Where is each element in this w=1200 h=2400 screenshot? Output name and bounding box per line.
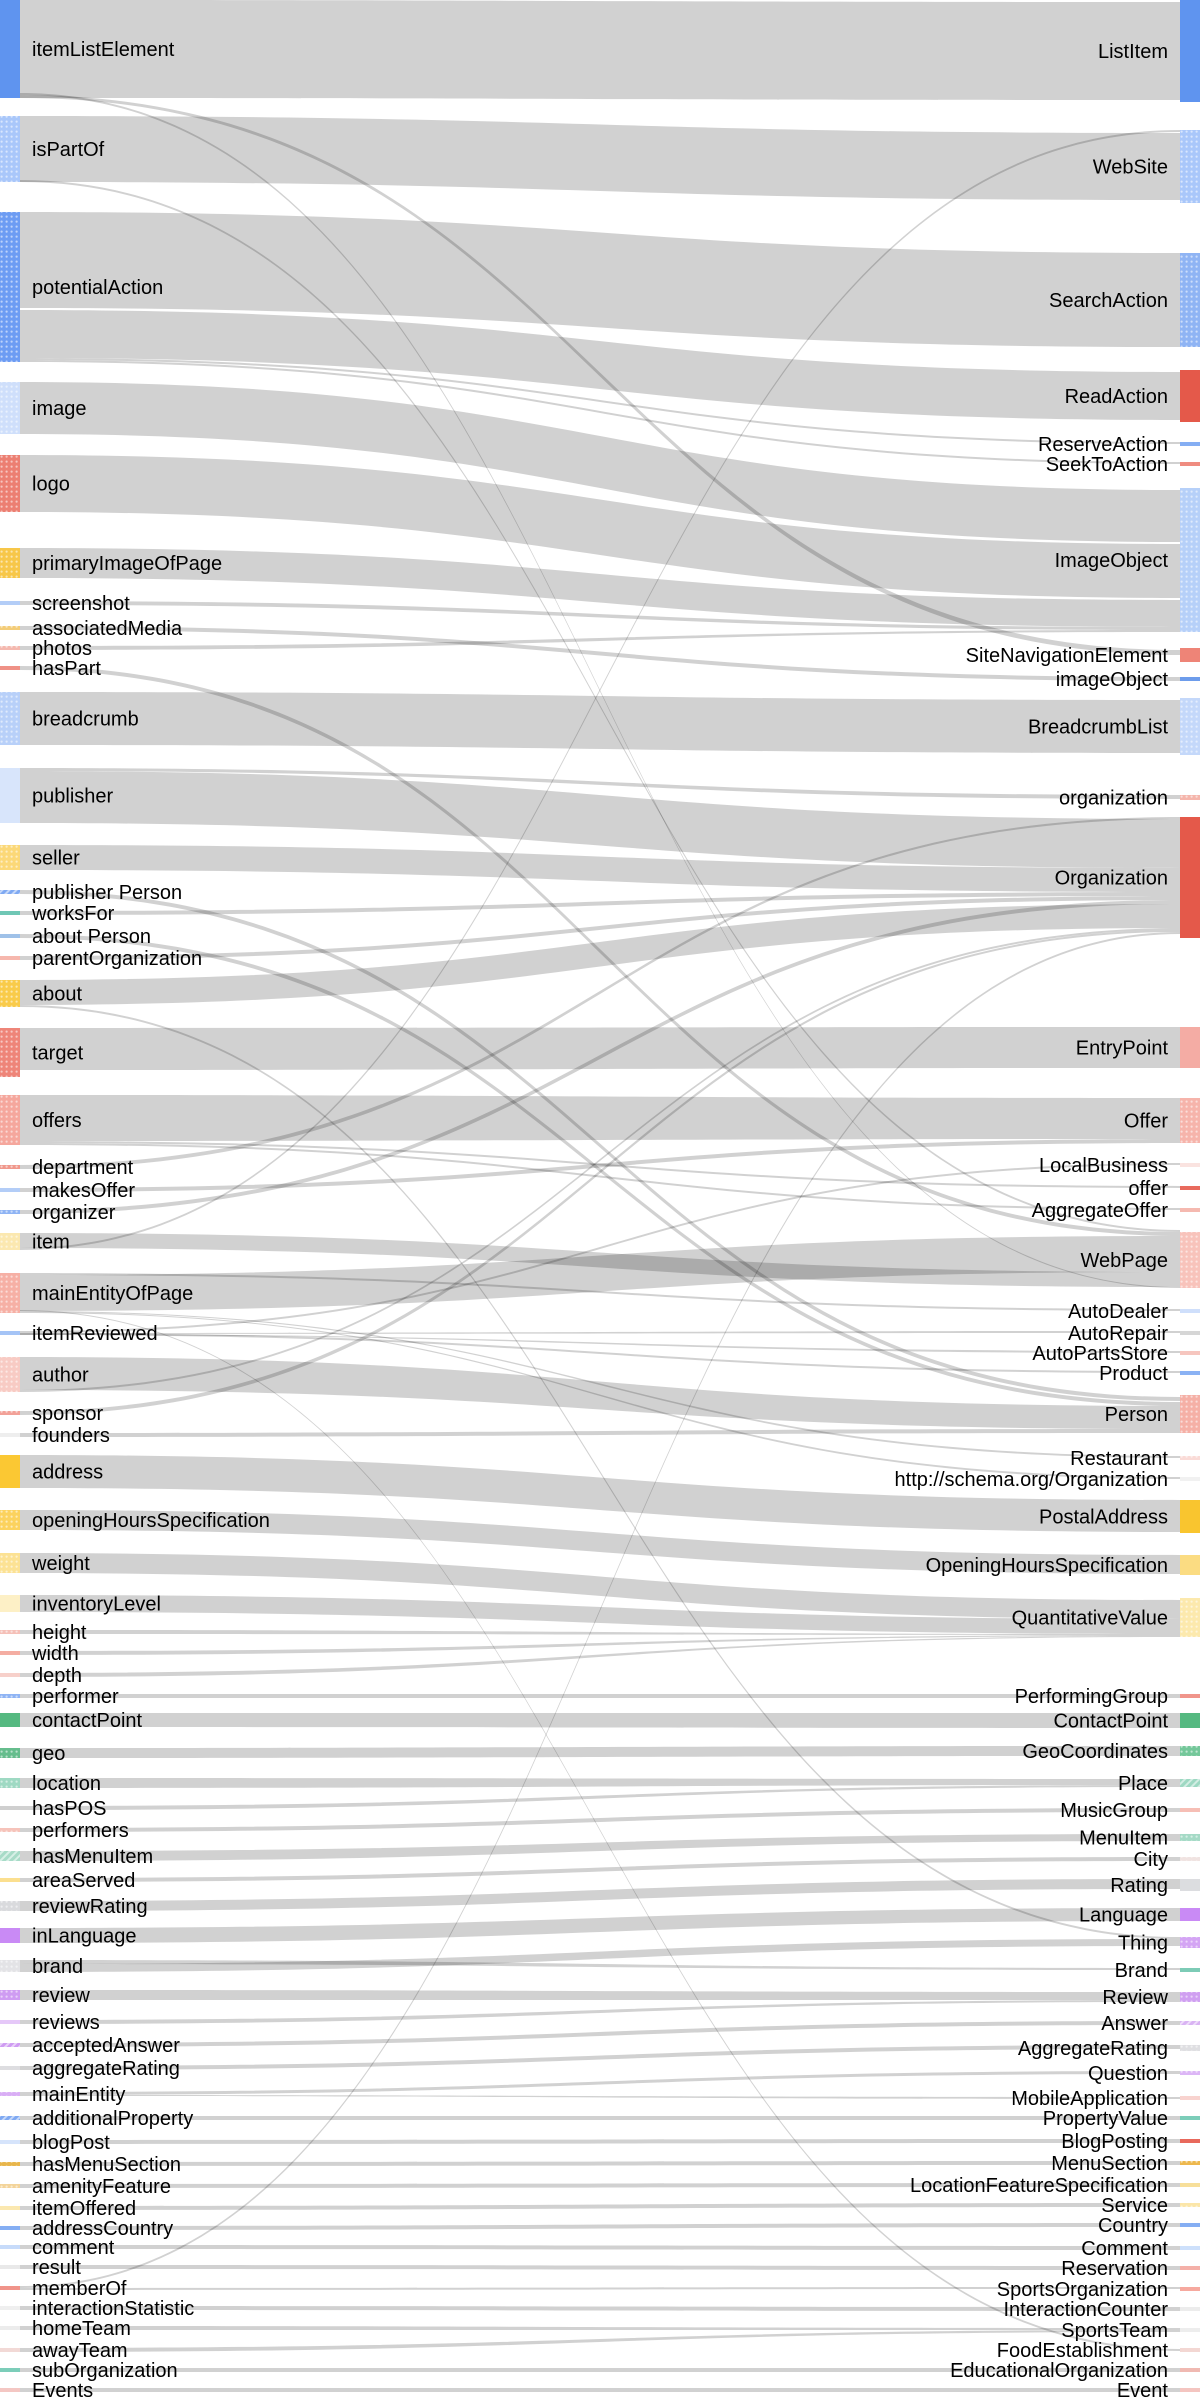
links-layer [20, 0, 1180, 2392]
link-reviews-to-Review[interactable] [20, 2000, 1180, 2024]
node-label-MenuItem: MenuItem [1079, 1827, 1168, 1850]
node-interactionStatistic[interactable] [0, 2306, 20, 2310]
node-label-WebPage: WebPage [1080, 1250, 1168, 1273]
node-label-Place: Place [1117, 1773, 1168, 1796]
node-label-brand: brand [32, 1956, 84, 1979]
node-PropertyValue[interactable] [1180, 2116, 1200, 2120]
node-pattern-geo [0, 1748, 20, 1758]
node-pattern-item [0, 1233, 20, 1250]
node-pattern-ImageObject [1180, 488, 1200, 632]
link-inLanguage-to-Language[interactable] [20, 1908, 1180, 1943]
node-label-offers: offers [32, 1110, 82, 1133]
node-label-SeekToAction: SeekToAction [1045, 454, 1168, 477]
node-label-AutoDealer: AutoDealer [1067, 1301, 1168, 1324]
link-offers-to-Offer[interactable] [20, 1095, 1180, 1141]
node-pattern-additionalProperty [0, 2116, 20, 2120]
node-label-height: height [32, 1622, 87, 1645]
node-label-primaryImageOfPage: primaryImageOfPage [32, 553, 223, 576]
node-label-SportsTeam: SportsTeam [1061, 2320, 1168, 2343]
node-label-EntryPoint: EntryPoint [1075, 1037, 1168, 1060]
node-memberOf[interactable] [0, 2286, 20, 2290]
node-Events[interactable] [0, 2388, 20, 2392]
link-additionalProperty-to-PropertyValue[interactable] [20, 2116, 1180, 2120]
node-label-Event: Event [1116, 2380, 1168, 2400]
node-label-memberOf: memberOf [32, 2278, 127, 2301]
link-sponsor-to-Organization[interactable] [20, 930, 1180, 1415]
node-MobileApplication[interactable] [1180, 2096, 1200, 2100]
node-label-Comment: Comment [1081, 2238, 1168, 2261]
node-label-interactionStatistic: interactionStatistic [32, 2298, 195, 2321]
node-pattern-acceptedAnswer [0, 2043, 20, 2047]
node-label-Offer: Offer [1123, 1110, 1168, 1133]
node-pattern-location [0, 1778, 20, 1788]
node-parentOrganization[interactable] [0, 956, 20, 960]
node-label-potentialAction: potentialAction [32, 277, 164, 300]
node-SeekToAction[interactable] [1180, 462, 1200, 466]
node-label-item: item [32, 1231, 70, 1254]
node-label-InteractionCounter: InteractionCounter [1003, 2299, 1168, 2322]
node-pattern-Offer [1180, 1098, 1200, 1143]
node-label-SiteNavigationElement: SiteNavigationElement [965, 645, 1168, 668]
node-AggregateOffer[interactable] [1180, 1208, 1200, 1212]
node-label-sponsor: sponsor [32, 1403, 104, 1426]
node-label-performer: performer [32, 1686, 119, 1709]
node-pattern-offers [0, 1095, 20, 1145]
link-blogPost-to-BlogPosting[interactable] [20, 2139, 1180, 2144]
node-label-EducationalOrganization: EducationalOrganization [950, 2360, 1168, 2383]
node-result[interactable] [0, 2265, 20, 2269]
node-Event[interactable] [1180, 2388, 1200, 2392]
node-label-itemReviewed: itemReviewed [32, 1323, 158, 1346]
node-label-blogPost: blogPost [32, 2132, 110, 2155]
node-label-ListItem: ListItem [1097, 41, 1168, 64]
node-PerformingGroup[interactable] [1180, 1694, 1200, 1698]
link-addressCountry-to-Country[interactable] [20, 2223, 1180, 2230]
link-author-to-Person[interactable] [20, 1357, 1180, 1429]
node-pattern-Person [1180, 1395, 1200, 1433]
node-label-Restaurant: Restaurant [1070, 1448, 1168, 1471]
node-pattern-MenuSection [1180, 2161, 1200, 2165]
node-label-areaServed: areaServed [32, 1870, 136, 1893]
node-label-homeTeam: homeTeam [32, 2318, 131, 2341]
node-label-FoodEstablishment: FoodEstablishment [996, 2340, 1168, 2363]
node-label-organization: organization [1059, 787, 1168, 810]
node-pattern-AggregateRating [1180, 2045, 1200, 2051]
node-label-WebSite: WebSite [1092, 156, 1168, 179]
link-aggregateRating-to-AggregateRating[interactable] [20, 2045, 1180, 2070]
node-hasPOS[interactable] [0, 1806, 20, 1810]
node-pattern-GeoCoordinates [1180, 1746, 1200, 1756]
node-pattern-primaryImageOfPage [0, 548, 20, 578]
node-pattern-performer [0, 1694, 20, 1698]
node-BlogPosting[interactable] [1180, 2139, 1200, 2143]
node-Organization[interactable] [1180, 817, 1200, 938]
node-subOrganization[interactable] [0, 2368, 20, 2372]
node-pattern-performers [0, 1828, 20, 1832]
node-label-hasPOS: hasPOS [32, 1798, 107, 1821]
node-LocationFeatureSpecification[interactable] [1180, 2183, 1200, 2187]
node-pattern-breadcrumb [0, 692, 20, 745]
node-depth[interactable] [0, 1673, 20, 1677]
node-pattern-mainEntityOfPage [0, 1273, 20, 1313]
node-label-makesOffer: makesOffer [32, 1180, 135, 1203]
node-itemReviewed[interactable] [0, 1331, 20, 1335]
node-pattern-seller [0, 845, 20, 870]
node-label-addressCountry: addressCountry [32, 2218, 174, 2241]
node-imageObject[interactable] [1180, 677, 1200, 681]
node-label-offer: offer [1128, 1178, 1168, 1201]
node-Country[interactable] [1180, 2223, 1200, 2227]
node-label-performers: performers [32, 1820, 129, 1843]
node-label-mainEntityOfPage: mainEntityOfPage [32, 1283, 194, 1306]
link-mainEntity-to-Question[interactable] [20, 2071, 1180, 2095]
node-hasPart[interactable] [0, 666, 20, 670]
node-label-seller: seller [32, 847, 80, 870]
node-label-location: location [32, 1773, 101, 1796]
node-label-Country: Country [1097, 2215, 1168, 2238]
node-pattern-Question [1180, 2071, 1200, 2075]
node-label-founders: founders [32, 1425, 110, 1448]
link-Events-to-Event[interactable] [20, 2388, 1180, 2392]
node-pattern-hasMenuSection [0, 2162, 20, 2166]
node-label-Answer: Answer [1101, 2013, 1168, 2036]
node-label-imageObject: imageObject [1055, 669, 1168, 692]
node-label-LocalBusiness: LocalBusiness [1039, 1155, 1168, 1178]
node-ContactPoint[interactable] [1180, 1713, 1200, 1728]
link-mainEntity-to-MobileApplication[interactable] [20, 2095, 1180, 2099]
node-label-acceptedAnswer: acceptedAnswer [32, 2035, 180, 2058]
node-itemListElement[interactable] [0, 0, 20, 98]
node-label-width: width [32, 1643, 79, 1666]
node-label-GeoCoordinates: GeoCoordinates [1022, 1741, 1168, 1764]
node-areaServed[interactable] [0, 1878, 20, 1882]
node-ReserveAction[interactable] [1180, 442, 1200, 446]
node-pattern-organizer [0, 1210, 20, 1214]
node-label-ImageObject: ImageObject [1054, 550, 1168, 573]
node-pattern-Answer [1180, 2021, 1200, 2025]
node-inLanguage[interactable] [0, 1928, 20, 1943]
node-label-QuantitativeValue: QuantitativeValue [1011, 1607, 1168, 1630]
node-label-breadcrumb: breadcrumb [32, 708, 139, 731]
link-breadcrumb-to-BreadcrumbList[interactable] [20, 692, 1180, 753]
node-Rating[interactable] [1180, 1879, 1200, 1891]
node-label-logo: logo [32, 473, 70, 496]
node-label-AggregateRating: AggregateRating [1017, 2038, 1168, 2061]
node-label-hasMenuSection: hasMenuSection [32, 2154, 181, 2177]
node-label-target: target [32, 1042, 84, 1065]
node-label-PerformingGroup: PerformingGroup [1014, 1686, 1168, 1709]
node-label-http-schema-org-Organization: http://schema.org/Organization [894, 1469, 1168, 1492]
link-hasMenuItem-to-MenuItem[interactable] [20, 1834, 1180, 1861]
node-awayTeam[interactable] [0, 2348, 20, 2352]
link-itemReviewed-to-AutoPartsStore[interactable] [20, 1334, 1180, 1353]
node-label-AutoPartsStore: AutoPartsStore [1032, 1343, 1168, 1366]
node-label-reviews: reviews [32, 2012, 100, 2035]
node-pattern-Place [1180, 1779, 1200, 1787]
node-label-inventoryLevel: inventoryLevel [32, 1593, 161, 1616]
link-brand-to-Thing[interactable] [20, 1939, 1180, 1972]
node-pattern-department [0, 1165, 20, 1169]
node-pattern-target [0, 1028, 20, 1077]
node-pattern-image [0, 382, 20, 434]
node-label-comment: comment [32, 2237, 115, 2260]
node-pattern-WebPage [1180, 1232, 1200, 1288]
node-label-subOrganization: subOrganization [32, 2360, 178, 2383]
node-SportsOrganization[interactable] [1180, 2287, 1200, 2291]
link-hasMenuSection-to-MenuSection[interactable] [20, 2161, 1180, 2166]
node-label-image: image [32, 398, 87, 421]
node-pattern-height [0, 1630, 20, 1634]
link-target-to-EntryPoint[interactable] [20, 1027, 1180, 1070]
link-depth-to-QuantitativeValue[interactable] [20, 1636, 1180, 1677]
node-pattern-Thing [1180, 1937, 1200, 1948]
node-pattern-hasMenuItem [0, 1851, 20, 1861]
node-label-hasMenuItem: hasMenuItem [32, 1846, 154, 1869]
node-label-result: result [32, 2257, 81, 2280]
node-pattern-potentialAction [0, 212, 20, 362]
node-label-address: address [32, 1461, 104, 1484]
link-isPartOf-to-WebSite[interactable] [20, 116, 1180, 200]
node-label-City: City [1133, 1849, 1168, 1872]
node-label-Reservation: Reservation [1061, 2258, 1168, 2281]
node-label-Events: Events [32, 2380, 94, 2400]
node-label-itemListElement: itemListElement [32, 39, 175, 62]
node-AutoDealer[interactable] [1180, 1309, 1200, 1313]
node-label-ReadAction: ReadAction [1064, 386, 1168, 409]
node-pattern-associatedMedia [0, 626, 20, 630]
link-hasPOS-to-Place[interactable] [20, 1785, 1180, 1810]
node-about-Person[interactable] [0, 934, 20, 938]
node-pattern-publisher-Person [0, 890, 20, 894]
node-label-Service: Service [1101, 2195, 1168, 2218]
node-pattern-Restaurant [1180, 1456, 1200, 1460]
node-label-BlogPosting: BlogPosting [1061, 2131, 1168, 2154]
link-offers-to-offer[interactable] [20, 1141, 1180, 1188]
link-contactPoint-to-ContactPoint[interactable] [20, 1713, 1180, 1728]
node-screenshot[interactable] [0, 601, 20, 605]
node-offer[interactable] [1180, 1186, 1200, 1190]
node-label-OpeningHoursSpecification: OpeningHoursSpecification [925, 1555, 1168, 1578]
node-label-Language: Language [1079, 1904, 1168, 1927]
link-result-to-Reservation[interactable] [20, 2265, 1180, 2270]
node-worksFor[interactable] [0, 911, 20, 915]
node-Reservation[interactable] [1180, 2266, 1200, 2270]
node-label-worksFor: worksFor [32, 903, 115, 926]
node-homeTeam[interactable] [0, 2326, 20, 2330]
node-pattern-openingHoursSpecification [0, 1510, 20, 1530]
node-label-Person: Person [1104, 1404, 1168, 1427]
node-pattern-author [0, 1357, 20, 1392]
node-makesOffer[interactable] [0, 1188, 20, 1192]
node-aggregateRating[interactable] [0, 2066, 20, 2070]
node-reviews[interactable] [0, 2020, 20, 2024]
node-label-Review: Review [1102, 1987, 1168, 2010]
node-pattern-sponsor [0, 1411, 20, 1415]
node-label-itemOffered: itemOffered [32, 2198, 137, 2221]
node-label-amenityFeature: amenityFeature [32, 2176, 171, 2199]
node-inventoryLevel[interactable] [0, 1595, 20, 1612]
node-pattern-review [0, 1990, 20, 2000]
link-geo-to-GeoCoordinates[interactable] [20, 1746, 1180, 1758]
node-pattern-brand [0, 1960, 20, 1972]
link-areaServed-to-City[interactable] [20, 1857, 1180, 1882]
node-label-parentOrganization: parentOrganization [32, 948, 203, 971]
node-label-review: review [32, 1985, 90, 2008]
node-label-PostalAddress: PostalAddress [1039, 1506, 1168, 1529]
node-label-photos: photos [32, 638, 93, 661]
node-label-aggregateRating: aggregateRating [32, 2058, 180, 2081]
node-ListItem[interactable] [1180, 0, 1200, 102]
node-PostalAddress[interactable] [1180, 1500, 1200, 1533]
node-pattern-BreadcrumbList [1180, 698, 1200, 755]
node-blogPost[interactable] [0, 2140, 20, 2144]
node-comment[interactable] [0, 2245, 20, 2249]
link-homeTeam-to-SportsTeam[interactable] [20, 2326, 1180, 2330]
node-pattern-City [1180, 1857, 1200, 1861]
node-label-publisher-Person: publisher Person [32, 882, 183, 905]
node-pattern-logo [0, 455, 20, 512]
node-label-SportsOrganization: SportsOrganization [996, 2279, 1168, 2302]
node-pattern-isPartOf [0, 116, 20, 182]
node-AutoPartsStore[interactable] [1180, 1351, 1200, 1355]
node-addressCountry[interactable] [0, 2226, 20, 2230]
node-ReadAction[interactable] [1180, 370, 1200, 422]
link-itemReviewed-to-AutoRepair[interactable] [20, 1331, 1180, 1334]
node-FoodEstablishment[interactable] [1180, 2348, 1200, 2352]
node-label-ReserveAction: ReserveAction [1037, 434, 1168, 457]
node-pattern-Review [1180, 1992, 1200, 2002]
node-label-inLanguage: inLanguage [32, 1925, 137, 1948]
node-label-Rating: Rating [1110, 1875, 1168, 1898]
node-label-mainEntity: mainEntity [32, 2084, 126, 2107]
node-label-Thing: Thing [1117, 1932, 1168, 1955]
link-review-to-Review[interactable] [20, 1990, 1180, 2000]
node-label-openingHoursSpecification: openingHoursSpecification [32, 1510, 270, 1533]
node-AutoRepair[interactable] [1180, 1331, 1200, 1335]
node-label-organizer: organizer [32, 1202, 116, 1225]
node-Product[interactable] [1180, 1371, 1200, 1375]
node-address[interactable] [0, 1455, 20, 1488]
node-width[interactable] [0, 1651, 20, 1655]
node-SiteNavigationElement[interactable] [1180, 648, 1200, 662]
node-label-contactPoint: contactPoint [32, 1710, 143, 1733]
link-acceptedAnswer-to-Answer[interactable] [20, 2021, 1180, 2047]
node-pattern-mainEntity [0, 2092, 20, 2096]
link-itemListElement-to-ListItem[interactable] [20, 0, 1180, 100]
link-comment-to-Comment[interactable] [20, 2245, 1180, 2250]
node-label-associatedMedia: associatedMedia [32, 618, 183, 641]
node-http-schema-org-Organization[interactable] [1180, 1477, 1200, 1481]
node-label-screenshot: screenshot [32, 593, 130, 616]
node-label-additionalProperty: additionalProperty [32, 2108, 194, 2131]
node-pattern-about [0, 980, 20, 1007]
node-pattern-weight [0, 1553, 20, 1573]
node-label-reviewRating: reviewRating [32, 1896, 148, 1919]
node-itemOffered[interactable] [0, 2206, 20, 2210]
node-label-PropertyValue: PropertyValue [1042, 2108, 1168, 2131]
node-pattern-amenityFeature [0, 2184, 20, 2188]
node-label-LocationFeatureSpecification: LocationFeatureSpecification [910, 2175, 1168, 2198]
node-label-isPartOf: isPartOf [32, 139, 105, 162]
node-label-AggregateOffer: AggregateOffer [1031, 1200, 1168, 1223]
node-LocalBusiness[interactable] [1180, 1163, 1200, 1167]
node-Comment[interactable] [1180, 2246, 1200, 2250]
link-performer-to-PerformingGroup[interactable] [20, 1694, 1180, 1698]
node-label-MusicGroup: MusicGroup [1060, 1800, 1168, 1823]
node-label-publisher: publisher [32, 785, 114, 808]
node-label-about: about [32, 983, 83, 1006]
node-label-geo: geo [32, 1743, 66, 1766]
node-label-Brand: Brand [1114, 1960, 1168, 1983]
node-pattern-MenuItem [1180, 1834, 1200, 1841]
node-Brand[interactable] [1180, 1968, 1200, 1972]
node-EntryPoint[interactable] [1180, 1027, 1200, 1068]
node-pattern-organization [1180, 795, 1200, 800]
node-label-MenuSection: MenuSection [1051, 2153, 1168, 2176]
link-itemOffered-to-Service[interactable] [20, 2203, 1180, 2210]
node-label-Question: Question [1087, 2063, 1168, 2086]
node-pattern-WebSite [1180, 130, 1200, 203]
node-founders[interactable] [0, 1433, 20, 1437]
node-label-AutoRepair: AutoRepair [1067, 1323, 1168, 1346]
node-label-weight: weight [32, 1553, 90, 1576]
node-label-about-Person: about Person [32, 926, 151, 949]
node-label-depth: depth [32, 1665, 83, 1688]
node-pattern-reviewRating [0, 1901, 20, 1911]
node-publisher[interactable] [0, 768, 20, 823]
node-pattern-SearchAction [1180, 253, 1200, 347]
node-EducationalOrganization[interactable] [1180, 2368, 1200, 2372]
node-label-MobileApplication: MobileApplication [1011, 2088, 1168, 2111]
node-OpeningHoursSpecification[interactable] [1180, 1555, 1200, 1575]
node-label-ContactPoint: ContactPoint [1053, 1710, 1168, 1733]
node-pattern-QuantitativeValue [1180, 1598, 1200, 1637]
node-pattern-Service [1180, 2203, 1200, 2207]
node-InteractionCounter[interactable] [1180, 2307, 1200, 2311]
node-label-SearchAction: SearchAction [1049, 290, 1168, 313]
node-pattern-photos [0, 646, 20, 650]
node-contactPoint[interactable] [0, 1713, 20, 1727]
node-Language[interactable] [1180, 1908, 1200, 1921]
node-SportsTeam[interactable] [1180, 2328, 1200, 2332]
node-label-awayTeam: awayTeam [32, 2340, 128, 2363]
link-founders-to-Person[interactable] [20, 1429, 1180, 1437]
node-label-department: department [32, 1157, 134, 1180]
node-label-Product: Product [1099, 1363, 1168, 1386]
node-label-Organization: Organization [1054, 867, 1168, 890]
node-MusicGroup[interactable] [1180, 1808, 1200, 1812]
node-label-hasPart: hasPart [32, 658, 101, 681]
node-label-author: author [32, 1364, 89, 1387]
link-performers-to-MusicGroup[interactable] [20, 1808, 1180, 1832]
node-label-BreadcrumbList: BreadcrumbList [1027, 716, 1168, 739]
